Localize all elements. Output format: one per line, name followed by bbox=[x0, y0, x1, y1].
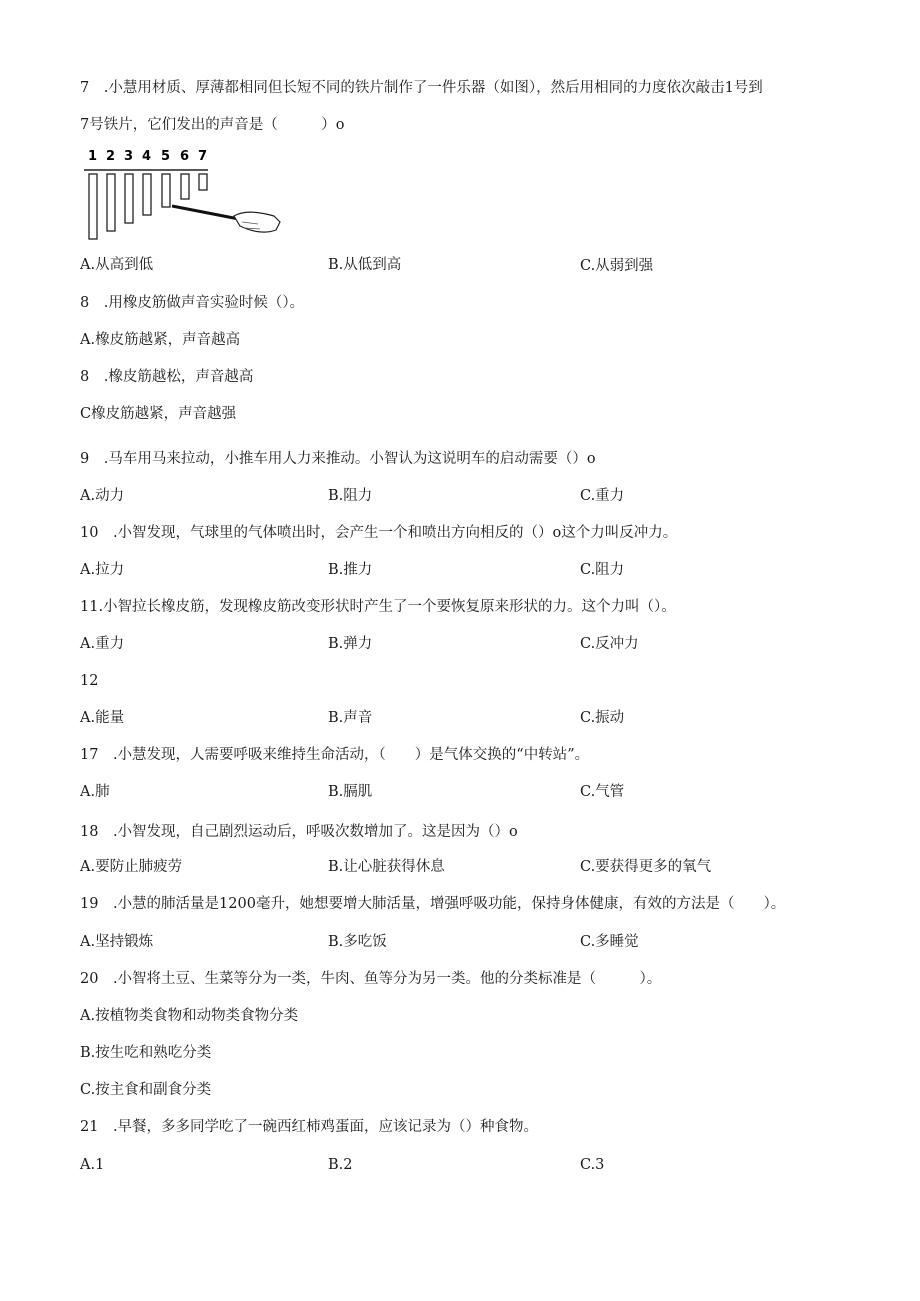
question-21-option-c[interactable]: C.3 bbox=[580, 1157, 605, 1173]
question-19-stem: 19 .小慧的肺活量是1200毫升，她想要增大肺活量，增强呼吸功能，保持身体健康，有效的方法是（ ）。 bbox=[80, 896, 786, 912]
question-9-option-b[interactable]: B.阻力 bbox=[328, 488, 373, 504]
question-12-option-c[interactable]: C.振动 bbox=[580, 710, 625, 726]
question-11-option-c[interactable]: C.反冲力 bbox=[580, 636, 639, 652]
bar-label-3: 3 bbox=[124, 149, 134, 164]
question-19-option-c[interactable]: C.多睡觉 bbox=[580, 934, 639, 950]
question-20-option-a[interactable]: A.按植物类食物和动物类食物分类 bbox=[80, 1008, 299, 1024]
question-19-option-b[interactable]: B.多吃饭 bbox=[328, 934, 387, 950]
question-7-line-1: 7 .小慧用材质、厚薄都相同但长短不同的铁片制作了一件乐器（如图），然后用相同的力度依次敲击1号到 bbox=[80, 80, 763, 96]
question-8-option-c[interactable]: C橡皮筋越紧，声音越强 bbox=[80, 406, 237, 422]
question-18-option-b[interactable]: B.让心脏获得休息 bbox=[328, 859, 445, 875]
metal-bar-4 bbox=[143, 174, 151, 215]
question-9-stem: 9 .马车用马来拉动，小推车用人力来推动。小智认为这说明车的启动需要（）o bbox=[80, 451, 596, 467]
question-18-option-c[interactable]: C.要获得更多的氧气 bbox=[580, 859, 712, 875]
bar-label-7: 7 bbox=[198, 149, 208, 164]
metal-bar-7 bbox=[199, 174, 207, 190]
question-17-stem: 17 .小慧发现，人需要呼吸来维持生命活动，（ ）是气体交换的“中转站”。 bbox=[80, 747, 590, 763]
metal-bar-5 bbox=[162, 174, 170, 207]
question-8-stem: 8 .用橡皮筋做声音实验时候（）。 bbox=[80, 295, 305, 311]
question-10-option-a[interactable]: A.拉力 bbox=[80, 562, 125, 578]
question-12-stem: 12 bbox=[80, 673, 99, 689]
question-7-option-a[interactable]: A.从高到低 bbox=[80, 257, 154, 273]
striking-stick bbox=[172, 206, 244, 220]
question-9-option-a[interactable]: A.动力 bbox=[80, 488, 125, 504]
question-10-stem: 10 .小智发现，气球里的气体喷出时，会产生一个和喷出方向相反的（）o这个力叫反冲力。 bbox=[80, 525, 678, 541]
question-8-option-a[interactable]: A.橡皮筋越紧，声音越高 bbox=[80, 332, 241, 348]
question-11-option-a[interactable]: A.重力 bbox=[80, 636, 125, 652]
question-12-option-a[interactable]: A.能量 bbox=[80, 710, 125, 726]
bar-label-2: 2 bbox=[106, 149, 116, 164]
metal-bar-2 bbox=[107, 174, 115, 231]
question-10-option-c[interactable]: C.阻力 bbox=[580, 562, 625, 578]
question-8-option-b[interactable]: 8 .橡皮筋越松，声音越高 bbox=[80, 369, 254, 385]
question-7-option-c[interactable]: C.从弱到强 bbox=[580, 258, 654, 274]
question-12-option-b[interactable]: B.声音 bbox=[328, 710, 373, 726]
question-18-stem: 18 .小智发现，自己剧烈运动后，呼吸次数增加了。这是因为（）o bbox=[80, 824, 518, 840]
bar-label-6: 6 bbox=[180, 149, 190, 164]
question-11-option-b[interactable]: B.弹力 bbox=[328, 636, 373, 652]
metal-bars-instrument-figure bbox=[84, 146, 284, 246]
question-20-stem: 20 .小智将土豆、生菜等分为一类，牛肉、鱼等分为另一类。他的分类标准是（ ）。 bbox=[80, 971, 662, 987]
question-17-option-c[interactable]: C.气管 bbox=[580, 784, 625, 800]
question-20-option-c[interactable]: C.按主食和副食分类 bbox=[80, 1082, 212, 1098]
bar-label-1: 1 bbox=[88, 149, 98, 164]
question-7-line-2: 7号铁片，它们发出的声音是（ ）o bbox=[80, 117, 345, 133]
question-21-option-b[interactable]: B.2 bbox=[328, 1157, 353, 1173]
metal-bar-3 bbox=[125, 174, 133, 223]
bar-label-4: 4 bbox=[142, 149, 152, 164]
question-21-option-a[interactable]: A.1 bbox=[80, 1157, 105, 1173]
question-9-option-c[interactable]: C.重力 bbox=[580, 488, 625, 504]
question-21-stem: 21 .早餐，多多同学吃了一碗西红柿鸡蛋面，应该记录为（）种食物。 bbox=[80, 1119, 539, 1135]
question-17-option-b[interactable]: B.膈肌 bbox=[328, 784, 373, 800]
question-20-option-b[interactable]: B.按生吃和熟吃分类 bbox=[80, 1045, 212, 1061]
metal-bar-6 bbox=[181, 174, 189, 199]
question-19-option-a[interactable]: A.坚持锻炼 bbox=[80, 934, 154, 950]
question-17-option-a[interactable]: A.肺 bbox=[80, 784, 110, 800]
question-11-stem: 11.小智拉长橡皮筋，发现橡皮筋改变形状时产生了一个要恢复原来形状的力。这个力叫（）。 bbox=[80, 599, 676, 615]
metal-bar-1 bbox=[89, 174, 97, 239]
question-10-option-b[interactable]: B.推力 bbox=[328, 562, 373, 578]
bar-label-5: 5 bbox=[161, 149, 171, 164]
question-18-option-a[interactable]: A.要防止肺疲劳 bbox=[80, 859, 183, 875]
question-7-option-b[interactable]: B.从低到高 bbox=[328, 257, 402, 273]
